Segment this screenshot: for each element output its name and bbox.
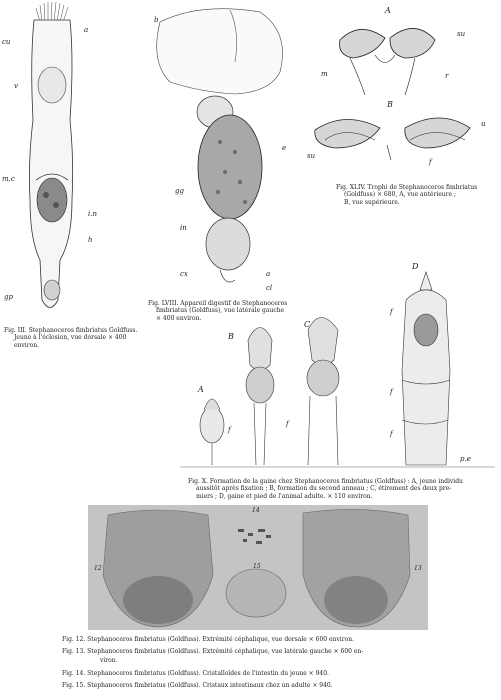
figure-lviii (140, 2, 300, 302)
caption-line: aussitôt après fixation ; B, formation du second anneau ; C, étirement des deux pre- (196, 485, 452, 493)
plate-label-14: 14 (252, 507, 260, 514)
figure-x-drawing (180, 260, 500, 475)
fig-xliv-label-A: A (385, 6, 391, 15)
fig-x-label-C: C (304, 320, 311, 329)
caption-line: miers ; D, gaine et pied de l'animal adulte. × 110 environ. (196, 492, 373, 500)
fig-xliv-label-su2: su (307, 152, 316, 160)
figure-xliv-drawing (305, 0, 500, 190)
fig-xliv-label-f: f (429, 158, 432, 166)
fig-x-label-f5: f (390, 430, 393, 438)
bottom-caption-12: Fig. 12. Stephanoceros fimbriatus (Goldfuss). Extrémité céphalique, vue dorsale × 600 environ. (62, 636, 354, 643)
caption-line: Jeune à l'éclosion, vue dorsale × 400 (14, 334, 127, 342)
plate-label-13: 13 (414, 565, 422, 572)
fig-xliv-label-m: m (321, 70, 328, 78)
caption-line: Fig. III. Stephanoceros fimbriatus Goldfuss. (4, 327, 138, 334)
figure-x-caption (188, 478, 498, 500)
fig-x-label-f3: f (390, 308, 393, 316)
fig-x-label-f2: f (286, 420, 289, 428)
bottom-caption-14: Fig. 14. Stephanoceros fimbriatus (Goldfuss). Cristalloïdes de l'intestin du jeune × 940. (62, 670, 329, 677)
bottom-caption-13: Fig. 13. Stephanoceros fimbriatus (Goldfuss). Extrémité céphalique, vue latérale gauche × 600 en- (62, 648, 364, 655)
fig-x-label-A: A (198, 385, 204, 394)
figure-xliv (305, 0, 500, 190)
fig-x-label-f4: f (390, 388, 393, 396)
caption-line: Fig. LVIII. Appareil digestif de Stephanoceros (148, 300, 288, 307)
fig-xliv-label-su: su (457, 30, 466, 38)
figure-iii (0, 0, 105, 330)
fig-lviii-label-cx: cx (180, 270, 188, 278)
fig-xliv-label-r: r (445, 72, 449, 80)
fig-xliv-label-B: B (387, 100, 393, 109)
figure-x (180, 260, 500, 475)
fig-iii-label-in: i.n (88, 210, 97, 218)
fig-lviii-label-gg: gg (175, 187, 184, 195)
fig-lviii-label-in: in (180, 224, 187, 232)
caption-line: Fig. XLIV. Trophi de Stephanoceros fimbriatus (336, 184, 478, 191)
fig-iii-label-h: h (88, 236, 93, 244)
plate-label-15: 15 (253, 563, 261, 570)
fig-lviii-label-e: e (282, 144, 287, 152)
bottom-caption-13-cont: viron. (100, 657, 118, 664)
caption-line: B, vue supérieure. (344, 198, 400, 206)
fig-iii-label-cu: cu (2, 38, 11, 46)
plate-label-12: 12 (94, 565, 102, 572)
fig-iii-label-a: a (84, 26, 89, 34)
fig-lviii-label-cl: cl (266, 284, 273, 292)
figure-iii-drawing (0, 0, 105, 330)
fig-iii-label-mc: m.c (2, 175, 15, 183)
fig-x-label-f1: f (228, 426, 231, 434)
bottom-caption-15: Fig. 15. Stephanoceros fimbriatus (Goldfuss). Cristaux intestinaux chez un adulte × 940. (62, 682, 333, 689)
fig-x-label-B: B (228, 332, 234, 341)
fig-lviii-label-b: b (154, 16, 159, 24)
fig-iii-label-v: v (14, 82, 18, 90)
caption-line: (Goldfuss) × 680, A, vue antérieure ; (344, 191, 457, 199)
fig-lviii-label-a: a (266, 270, 271, 278)
fig-xliv-label-u: u (481, 120, 486, 128)
photo-plate (88, 505, 428, 630)
caption-line: environ. (14, 341, 39, 349)
figure-iii-caption (4, 327, 144, 349)
caption-line: fimbriatus (Goldfuss), vue latérale gauche (156, 307, 285, 315)
figure-xliv-caption (336, 184, 498, 206)
fig-iii-label-gp: gp (4, 293, 13, 301)
figure-lviii-drawing (140, 2, 300, 302)
fig-x-label-pe: p.e (460, 455, 471, 463)
fig-x-label-D: D (412, 262, 419, 271)
caption-line: × 400 environ. (156, 314, 202, 322)
caption-line: Fig. X. Formation de la gaine chez Stephanoceros fimbriatus (Goldfuss) : A, jeune individu (188, 478, 463, 485)
